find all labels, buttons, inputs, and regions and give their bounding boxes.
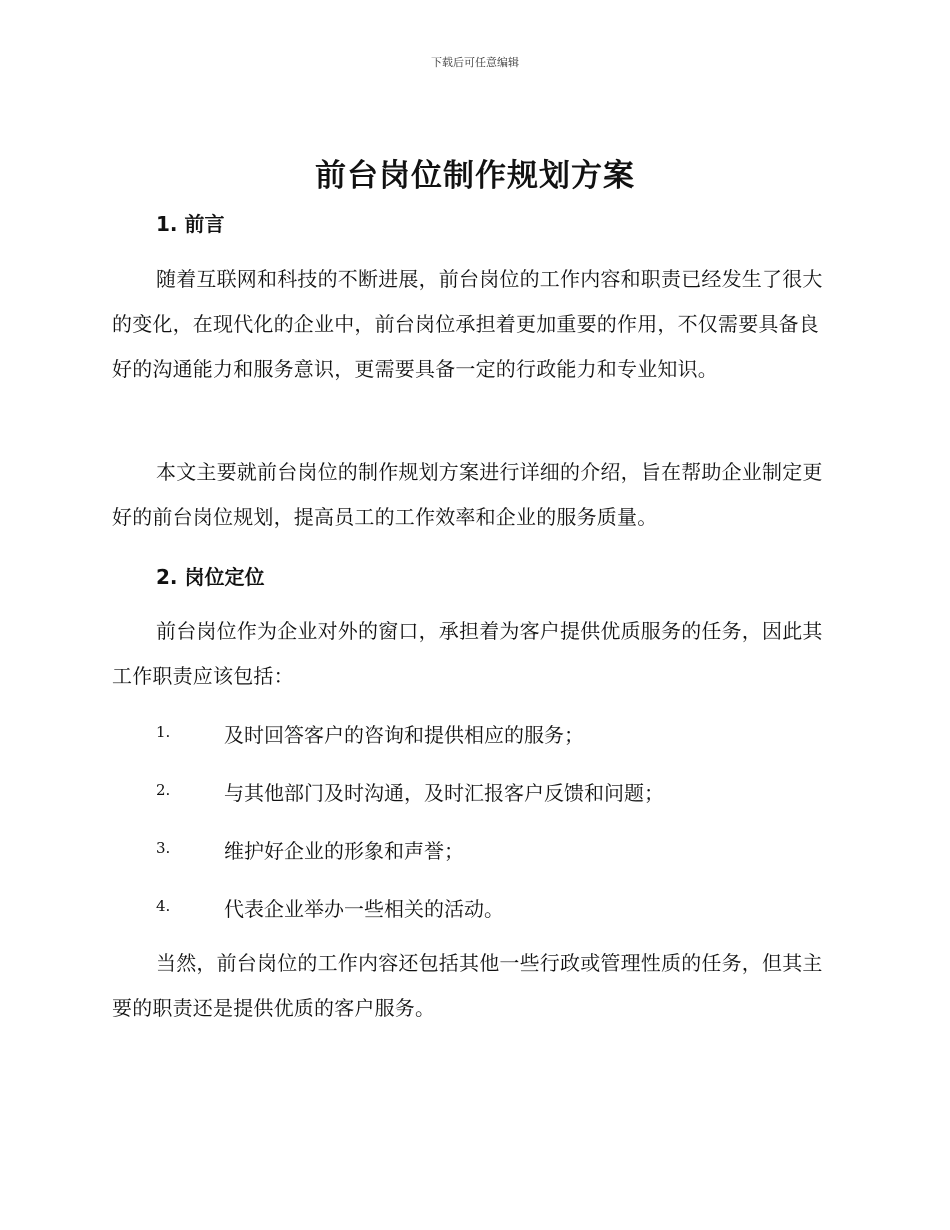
list-item xyxy=(156,719,836,749)
list-number: 4. xyxy=(156,897,171,915)
document-title: 前台岗位制作规划方案 xyxy=(315,158,635,194)
list-text: 维护好企业的形象和声誉； xyxy=(224,839,464,863)
list-item xyxy=(156,835,836,865)
section-heading-preface: 1. 前言 xyxy=(156,212,225,236)
list-item xyxy=(156,777,836,807)
list-text: 与其他部门及时沟通，及时汇报客户反馈和问题； xyxy=(224,781,664,805)
paragraph-position-closing: 当然，前台岗位的工作内容还包括其他一些行政或管理性质的任务，但其主要的职责还是提供优质的客户服务。 xyxy=(112,951,823,1020)
list-number: 2. xyxy=(156,781,171,799)
list-text: 及时回答客户的咨询和提供相应的服务； xyxy=(224,723,584,747)
list-item xyxy=(156,893,836,923)
list-number: 1. xyxy=(156,723,171,741)
list-number: 3. xyxy=(156,839,171,857)
header-note: 下载后可任意编辑 xyxy=(431,56,519,69)
paragraph-preface-2: 本文主要就前台岗位的制作规划方案进行详细的介绍，旨在帮助企业制定更好的前台岗位规划，提高员工的工作效率和企业的服务质量。 xyxy=(112,460,823,529)
section-heading-position: 2. 岗位定位 xyxy=(156,565,265,589)
list-text: 代表企业举办一些相关的活动。 xyxy=(224,897,504,921)
paragraph-preface-1: 随着互联网和科技的不断进展，前台岗位的工作内容和职责已经发生了很大的变化，在现代化的企业中，前台岗位承担着更加重要的作用，不仅需要具备良好的沟通能力和服务意识，更需要具备一定的行政能力和专业知识。 xyxy=(112,267,823,381)
paragraph-position-intro: 前台岗位作为企业对外的窗口，承担着为客户提供优质服务的任务，因此其工作职责应该包括： xyxy=(112,619,823,688)
